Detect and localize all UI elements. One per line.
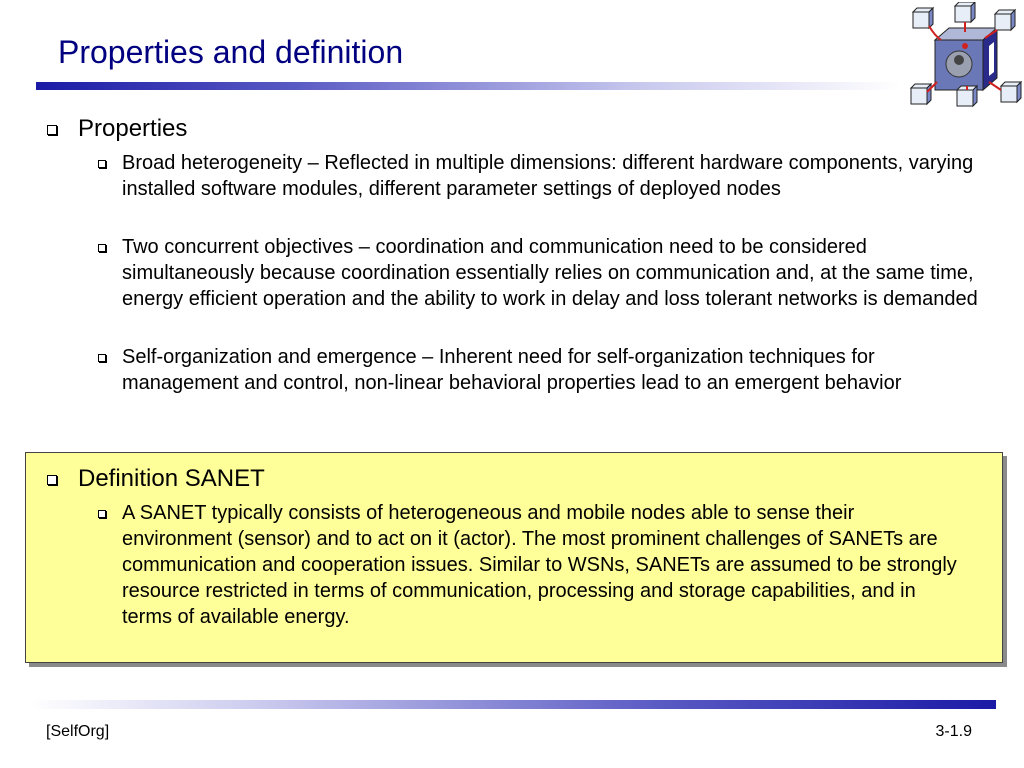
list-item xyxy=(98,150,978,202)
definition-bullet xyxy=(47,464,265,494)
footer-source: [SelfOrg] xyxy=(46,723,110,740)
square-bullet-icon xyxy=(47,125,57,135)
footer-rule xyxy=(30,700,996,709)
page-number: 3-1.9 xyxy=(935,723,972,740)
definition-text: A SANET typically consists of heterogeneous and mobile nodes able to sense their environment (sensor) and to act on it (actor). The most prominent challenges of SANETs are communication and cooperation issues. Similar to WSNs, SANETs are assumed to be strongly resource restricted in terms of communication, processing and storage capabilities, and in terms of available energy. xyxy=(122,502,957,628)
square-bullet-icon xyxy=(47,475,57,485)
list-item xyxy=(98,500,968,630)
properties-heading: Properties xyxy=(78,115,188,142)
list-item xyxy=(98,344,978,396)
network-cube-logo-icon xyxy=(905,2,1024,112)
list-item xyxy=(98,234,978,312)
square-bullet-icon xyxy=(98,244,106,252)
property-text: Broad heterogeneity – Reflected in multiple dimensions: different hardware components, varying installed software modules, different parameter settings of deployed nodes xyxy=(122,152,974,200)
square-bullet-icon xyxy=(98,354,106,362)
square-bullet-icon xyxy=(98,160,106,168)
square-bullet-icon xyxy=(98,510,106,518)
title-underline xyxy=(36,82,900,90)
property-text: Self-organization and emergence – Inherent need for self-organization techniques for management and control, non-linear behavioral properties lead to an emergent behavior xyxy=(122,346,902,394)
properties-bullet xyxy=(47,114,187,144)
slide-title: Properties and definition xyxy=(58,34,404,70)
definition-heading: Definition SANET xyxy=(78,465,265,492)
property-text: Two concurrent objectives – coordination and communication need to be considered simultaneously because coordination essentially relies on communication and, at the same time, energy efficient operation and the ability to work in delay and loss tolerant networks is demanded xyxy=(122,236,978,310)
